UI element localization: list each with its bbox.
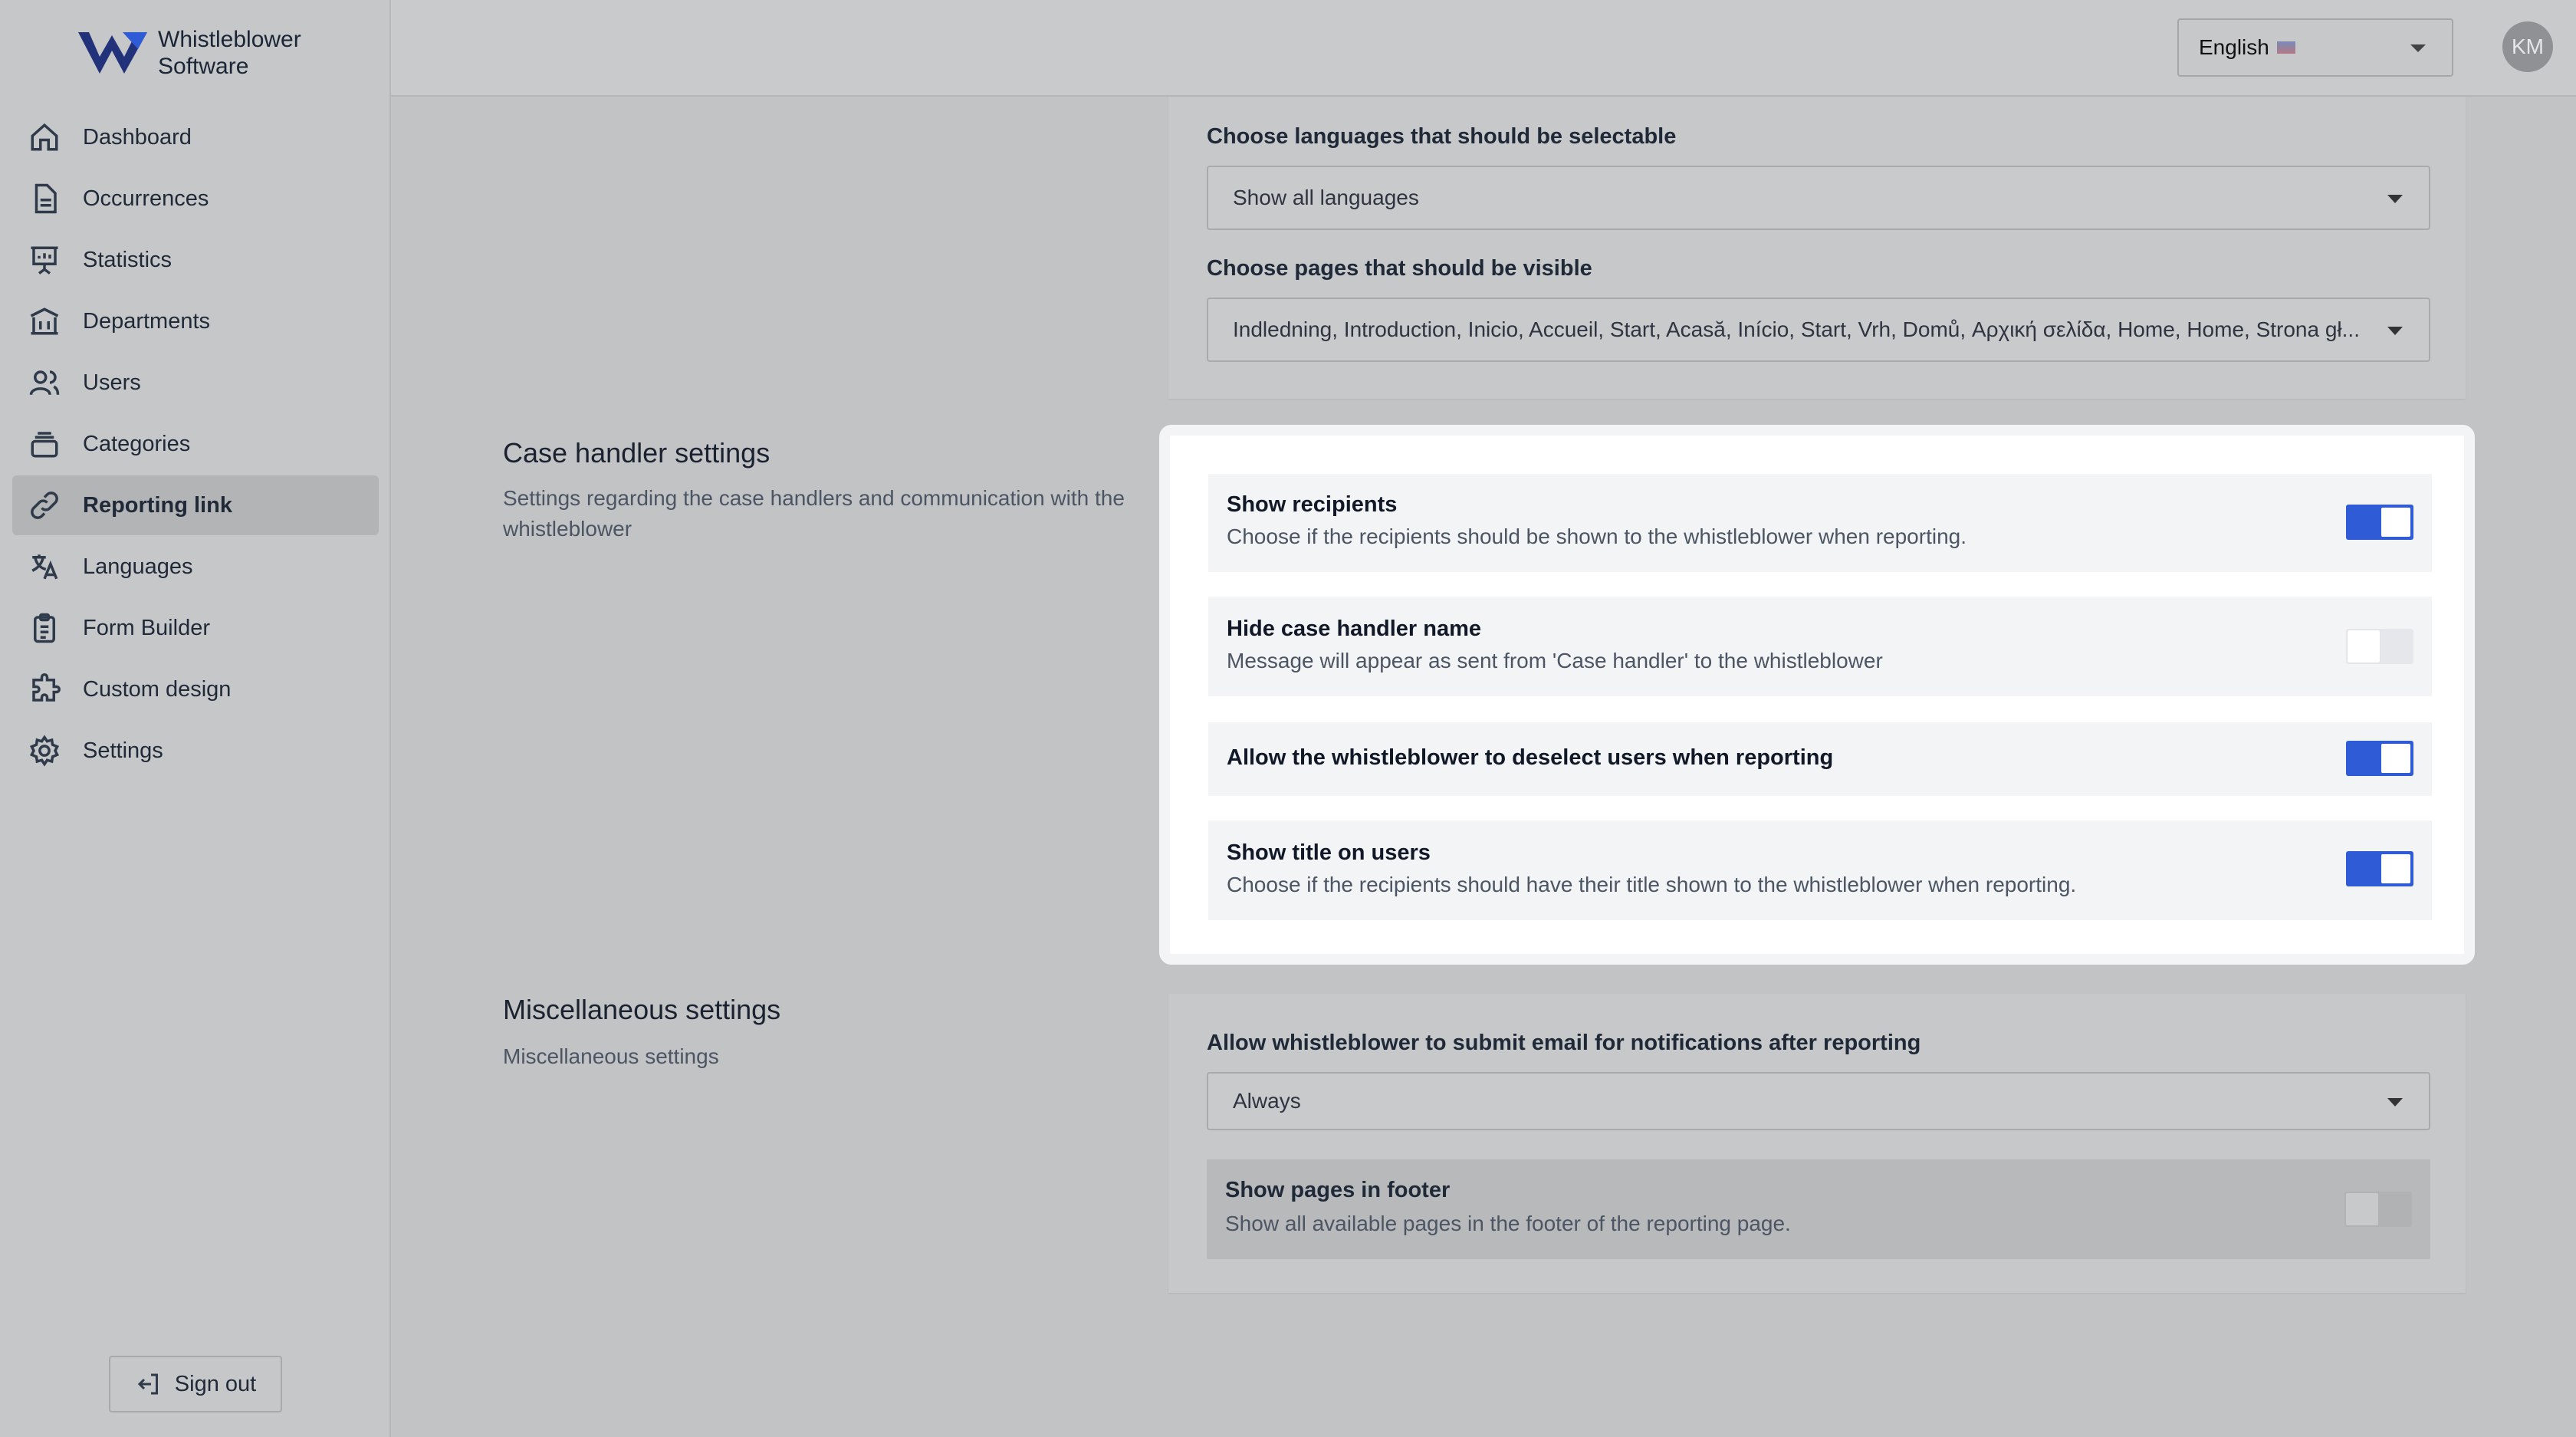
languages-select-value: Show all languages xyxy=(1233,186,1419,209)
languages-select[interactable] xyxy=(1207,166,2430,230)
language-select-value: English xyxy=(2199,35,2269,59)
setting-row-show-recipients xyxy=(1208,474,2432,572)
uk-flag-icon xyxy=(2277,41,2295,54)
email-notifications-value: Always xyxy=(1233,1089,1301,1113)
translate-icon xyxy=(28,550,61,584)
sidebar-item-label: Dashboard xyxy=(83,124,192,150)
setting-description: Message will appear as sent from 'Case handler' to the whistleblower xyxy=(1227,649,1883,672)
setting-row-show-title-on-users xyxy=(1208,820,2432,920)
allow-deselect-users-toggle[interactable] xyxy=(2346,741,2413,776)
chevron-down-icon xyxy=(2387,1098,2403,1107)
sign-out-label: Sign out xyxy=(174,1371,257,1396)
sidebar-item-label: Occurrences xyxy=(83,186,209,211)
show-title-on-users-toggle[interactable] xyxy=(2346,851,2413,886)
sidebar-item-users[interactable] xyxy=(12,353,379,413)
document-icon xyxy=(28,182,61,215)
link-icon xyxy=(28,488,61,522)
pages-label: Choose pages that should be visible xyxy=(1207,256,1592,281)
language-select[interactable] xyxy=(2177,18,2453,77)
sidebar-nav xyxy=(12,107,379,782)
sidebar-item-label: Form Builder xyxy=(83,615,210,640)
language-settings-card xyxy=(1168,97,2466,399)
show-recipients-toggle[interactable] xyxy=(2346,505,2413,540)
logo-text-line1: Whistleblower xyxy=(158,27,301,52)
chevron-down-icon xyxy=(2387,327,2403,335)
misc-title: Miscellaneous settings xyxy=(503,994,781,1025)
pages-select-value: Indledning, Introduction, Inicio, Accueil, Start, Acasă, Início, Start, Vrh, Domů, Αρχική σελίδα, Home, Home, Strona gł... xyxy=(1233,317,2360,341)
setting-description: Show all available pages in the footer of the reporting page. xyxy=(1225,1212,1791,1235)
sidebar-item-occurrences[interactable] xyxy=(12,169,379,229)
sidebar-item-label: Settings xyxy=(83,738,163,763)
sign-out-icon xyxy=(135,1370,163,1398)
case-handler-description: Settings regarding the case handlers and communication with the whistleblower xyxy=(503,486,1125,541)
gear-icon xyxy=(28,734,61,768)
sidebar-item-label: Users xyxy=(83,370,141,395)
logo-icon xyxy=(77,28,149,78)
building-icon xyxy=(28,304,61,338)
chevron-down-icon xyxy=(2387,195,2403,203)
setting-title: Show recipients xyxy=(1227,492,1398,517)
sidebar-item-label: Reporting link xyxy=(83,492,232,518)
setting-title: Allow the whistleblower to deselect users when reporting xyxy=(1227,745,1834,770)
chevron-down-icon xyxy=(2410,44,2426,52)
stack-icon xyxy=(28,427,61,461)
hide-case-handler-name-toggle[interactable] xyxy=(2346,629,2413,664)
sidebar-item-label: Languages xyxy=(83,554,193,579)
pages-select[interactable] xyxy=(1207,298,2430,362)
home-icon xyxy=(28,120,61,154)
setting-title: Hide case handler name xyxy=(1227,617,1482,641)
app-logo[interactable] xyxy=(77,26,301,80)
avatar[interactable]: KM xyxy=(2502,21,2553,72)
sidebar-item-label: Categories xyxy=(83,431,191,456)
setting-description: Choose if the recipients should have their title shown to the whistleblower when reporting. xyxy=(1227,873,2077,896)
sidebar-item-reporting-link[interactable] xyxy=(12,475,379,535)
setting-row-allow-deselect-users xyxy=(1208,722,2432,796)
case-handler-settings-card xyxy=(1159,425,2475,965)
misc-description: Miscellaneous settings xyxy=(503,1044,719,1068)
show-pages-in-footer-toggle[interactable] xyxy=(2344,1192,2412,1227)
presentation-chart-icon xyxy=(28,243,61,277)
sidebar-item-languages[interactable] xyxy=(12,537,379,597)
setting-row-hide-case-handler-name xyxy=(1208,597,2432,696)
users-icon xyxy=(28,366,61,400)
sidebar-item-custom-design[interactable] xyxy=(12,659,379,719)
misc-settings-card xyxy=(1168,994,2466,1293)
clipboard-icon xyxy=(28,611,61,645)
sign-out-button[interactable] xyxy=(109,1356,282,1412)
sidebar-item-form-builder[interactable] xyxy=(12,598,379,658)
puzzle-icon xyxy=(28,672,61,706)
case-handler-title: Case handler settings xyxy=(503,437,770,469)
sidebar-item-departments[interactable] xyxy=(12,291,379,351)
sidebar-item-label: Custom design xyxy=(83,676,232,702)
setting-row-show-pages-in-footer xyxy=(1207,1159,2430,1259)
sidebar-item-label: Statistics xyxy=(83,247,172,272)
languages-label: Choose languages that should be selectable xyxy=(1207,124,1677,149)
sidebar-item-label: Departments xyxy=(83,308,211,334)
sidebar xyxy=(0,0,391,1437)
sidebar-item-dashboard[interactable] xyxy=(12,107,379,167)
setting-description: Choose if the recipients should be shown to the whistleblower when reporting. xyxy=(1227,524,1967,548)
logo-text-line2: Software xyxy=(158,54,249,79)
email-notifications-select[interactable] xyxy=(1207,1072,2430,1130)
sidebar-item-categories[interactable] xyxy=(12,414,379,474)
sidebar-item-statistics[interactable] xyxy=(12,230,379,290)
setting-title: Show title on users xyxy=(1227,840,1431,865)
sidebar-item-settings[interactable] xyxy=(12,721,379,781)
email-notifications-label: Allow whistleblower to submit email for notifications after reporting xyxy=(1207,1031,1921,1055)
setting-title: Show pages in footer xyxy=(1225,1178,1451,1202)
